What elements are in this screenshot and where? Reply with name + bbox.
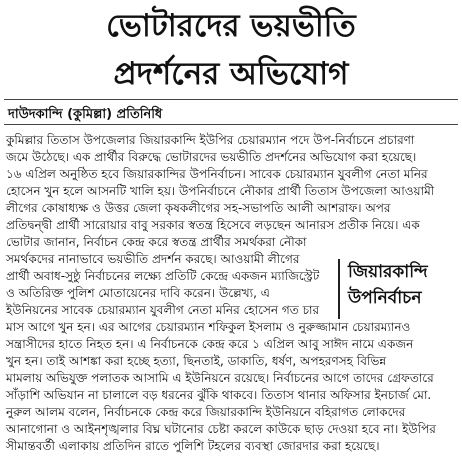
body-line: সন্ত্রাসীদের হাতে নিহত হন। এ নির্বাচনকে কেন্দ্র করে ১ এপ্রিল আবু সাঈদ নামে একজন xyxy=(6,337,414,351)
top-divider xyxy=(4,99,458,100)
body-line: নুরুল আলম বলেন, নির্বাচনকে কেন্দ্র করে জিয়ারকান্দি ইউনিয়নে বহিরাগত লোকদের xyxy=(6,405,406,419)
body-line: আনাগোনা ও আইনশৃঙ্খলার বিঘ্ন ঘটানোর চেষ্টা করলে কাউকে ছাড় দেওয়া হবে না। ইউপির xyxy=(6,422,436,436)
body-line: সীমান্তবর্তী এলাকায় প্রতিদিন রাতে পুলিশি টহলের ব্যবস্থা জোরদার করা হয়েছে। xyxy=(6,439,380,453)
subheading-line-1: জিয়ারকান্দি xyxy=(348,262,428,282)
subheading-line-2: উপনির্বাচন xyxy=(348,288,422,308)
body-line: প্রতিদ্বন্দ্বী প্রার্থী সারোয়ার বাবু সরকার স্বতন্ত্র হিসেবে লড়ছেন আনারস প্রতীক নিয়ে। এক xyxy=(6,218,420,232)
subheading-box xyxy=(338,259,462,319)
body-line: ইউনিয়নের সাবেক চেয়ারম্যান যুবলীগ নেতা মনির হোসেন গত চার xyxy=(6,303,320,317)
headline-line-1: ভোটারদের ভয়ভীতি xyxy=(106,8,356,44)
byline-divider xyxy=(4,124,458,125)
body-line: ১৬ এপ্রিল অনুষ্ঠিত হবে জিয়ারকান্দির উপনির্বাচন। সাবেক চেয়ারম্যান যুবলীগ নেতা মনির xyxy=(6,167,428,181)
body-line: ও অতিরিক্ত পুলিশ মোতায়েনের দাবি করেন। উল্লেখ্য, এ xyxy=(6,286,270,300)
body-line: খুন হন। তাই আশঙ্কা করা হচ্ছে হত্যা, ছিনতাই, ডাকাতি, ধর্ষণ, অপহরণসহ বিভিন্ন xyxy=(6,354,387,368)
body-line: কুমিল্লার তিতাস উপজেলার জিয়ারকান্দি ইউপির চেয়ারম্যান পদে উপ-নির্বাচনে প্রচারণা xyxy=(6,133,415,147)
body-line: সমর্থকদের নানাভাবে ভয়ভীতি প্রদর্শন করছে। আওয়ামী লীগের xyxy=(6,252,300,266)
body-line: সাঁড়াশি অভিযান না চালালে বড় ধরনের ঝুঁকি থাকবে। তিতাস থানার অফিসার ইনচার্জ মো. xyxy=(6,388,432,402)
byline: দাউদকান্দি (কুমিল্লা) প্রতিনিধি xyxy=(8,107,163,122)
body-line: ভোটার জানান, নির্বাচন কেন্দ্র করে স্বতন্ত্র প্রার্থীর সমর্থকরা নৌকা xyxy=(6,235,307,249)
body-line: মাস আগে খুন হন। এর আগের চেয়ারম্যান শফিকুল ইসলাম ও নুরুজ্জামান চেয়ারম্যানও xyxy=(6,320,411,334)
body-line: মামলায় অভিযুক্ত পলাতক আসামি এ ইউনিয়নে রয়েছে। নির্বাচনের আগে তাদের গ্রেফতারে xyxy=(6,371,434,385)
body-line: প্রার্থী অবাধ-সুষ্ঠু নির্বাচনের লক্ষ্যে প্রতিটি কেন্দ্রে একজন ম্যাজিস্ট্রেট xyxy=(6,269,320,283)
body-line: লীগের কোষাধ্যক্ষ ও উত্তর জেলা কৃষকলীগের সহ-সভাপতি আলী আশরাফ। অপর xyxy=(6,201,391,215)
body-line: জমে উঠেছে। এক প্রার্থীর বিরুদ্ধে ভোটারদের ভয়ভীতি প্রদর্শনের অভিযোগ করা হয়েছে। xyxy=(6,150,417,164)
headline-line-2: প্রদর্শনের অভিযোগ xyxy=(113,56,349,92)
body-line: হোসেন খুন হলে আসনটি খালি হয়। উপনির্বাচনে নৌকার প্রার্থী তিতাস উপজেলা আওয়ামী xyxy=(6,184,435,198)
